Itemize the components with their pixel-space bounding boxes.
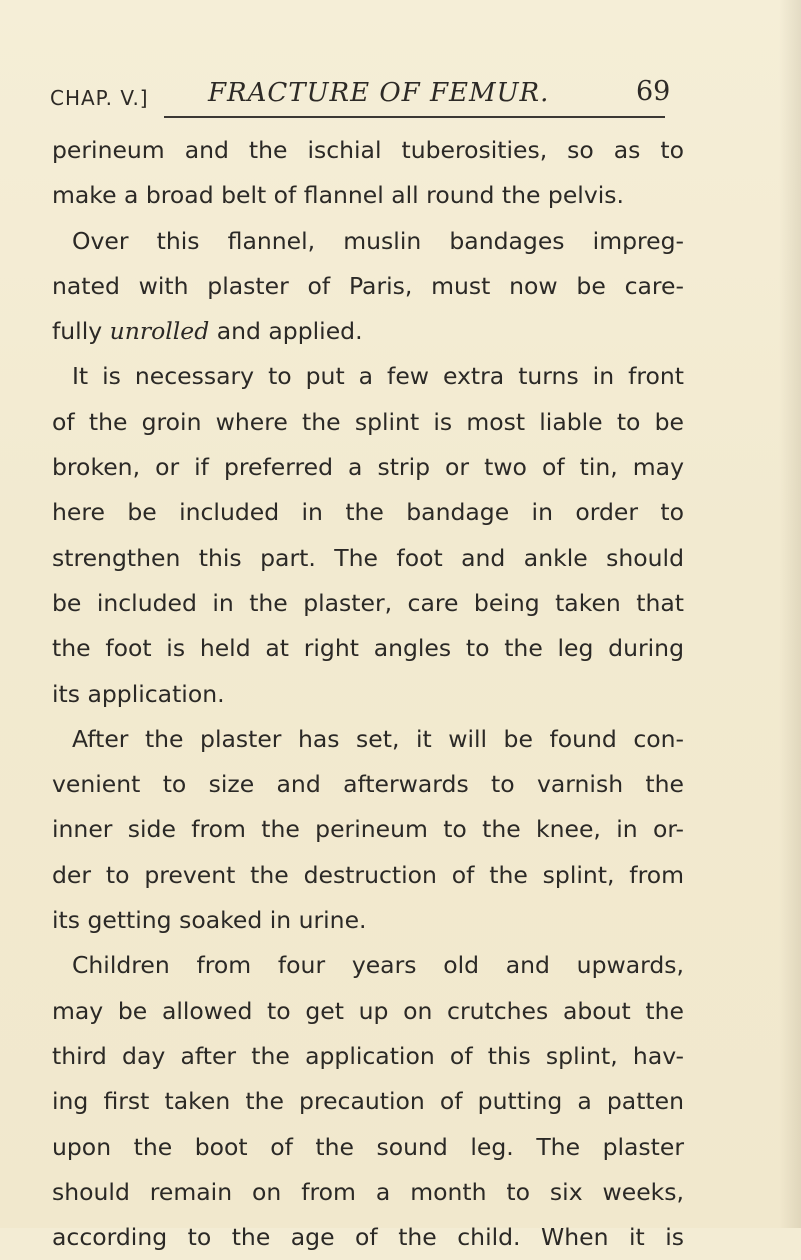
text-segment: third day after the application of this splint, hav- (52, 1041, 684, 1070)
emphasized-text: unrolled (109, 317, 210, 346)
text-segment: After the plaster has set, it will be found con- (72, 724, 684, 753)
text-segment: inner side from the perineum to the knee, in or- (52, 815, 684, 844)
text-line (52, 128, 684, 173)
text-segment: ing first taken the precaution of putting a patten (52, 1087, 684, 1116)
text-line (52, 445, 684, 490)
body-text (52, 128, 684, 1260)
text-segment: fully (52, 317, 110, 346)
text-line (52, 762, 684, 807)
text-line (52, 536, 684, 581)
text-segment: upon the boot of the sound leg. The plaster (52, 1132, 684, 1161)
text-line (52, 264, 684, 309)
text-line (52, 581, 684, 626)
text-line (52, 672, 684, 717)
text-segment: venient to size and afterwards to varnish the (52, 770, 684, 799)
text-segment: broken, or if preferred a strip or two of tin, may (52, 453, 684, 482)
text-segment: of the groin where the splint is most liable to be (52, 407, 684, 436)
text-line (52, 807, 684, 852)
page-title: FRACTURE OF FEMUR. (208, 78, 550, 108)
text-segment: here be included in the bandage in order to (52, 498, 684, 527)
text-segment: should remain on from a month to six weeks, (52, 1177, 684, 1206)
text-line (52, 898, 684, 943)
text-segment: Over this flannel, muslin bandages impreg- (72, 226, 684, 255)
text-line (52, 400, 684, 445)
text-line (52, 309, 684, 354)
text-segment: according to the age of the child. When it is (52, 1223, 684, 1252)
text-line (52, 989, 684, 1034)
text-line (52, 1125, 684, 1170)
text-line (52, 1034, 684, 1079)
page-edge-shadow (779, 0, 801, 1228)
text-line (52, 1215, 684, 1260)
text-segment: perineum and the ischial tuberosities, so as to (52, 136, 684, 164)
text-segment: be included in the plaster, care being taken that (52, 588, 684, 617)
text-segment: its application. (52, 679, 225, 708)
text-segment: It is necessary to put a few extra turns in front (72, 362, 684, 391)
text-segment: nated with plaster of Paris, must now be care- (52, 271, 684, 300)
text-segment: strengthen this part. The foot and ankle should (52, 543, 684, 572)
text-line (52, 626, 684, 671)
text-line (52, 354, 684, 399)
text-segment: der to prevent the destruction of the splint, from (52, 860, 684, 889)
text-line (52, 219, 684, 264)
text-line (52, 1170, 684, 1215)
text-segment: the foot is held at right angles to the leg during (52, 634, 684, 663)
text-segment: and applied. (209, 317, 363, 346)
text-segment: may be allowed to get up on crutches about the (52, 996, 684, 1025)
text-segment: make a broad belt of flannel all round the pelvis. (52, 181, 624, 210)
header-rule (164, 116, 665, 118)
text-segment: its getting soaked in urine. (52, 906, 367, 935)
text-segment: Children from four years old and upwards, (72, 951, 684, 980)
running-head (0, 72, 801, 112)
chapter-label: CHAP. V.] (50, 86, 149, 110)
text-line (52, 943, 684, 988)
text-line (52, 173, 684, 218)
text-line (52, 490, 684, 535)
page-number: 69 (636, 76, 671, 107)
text-line (52, 717, 684, 762)
text-line (52, 853, 684, 898)
text-line (52, 1079, 684, 1124)
